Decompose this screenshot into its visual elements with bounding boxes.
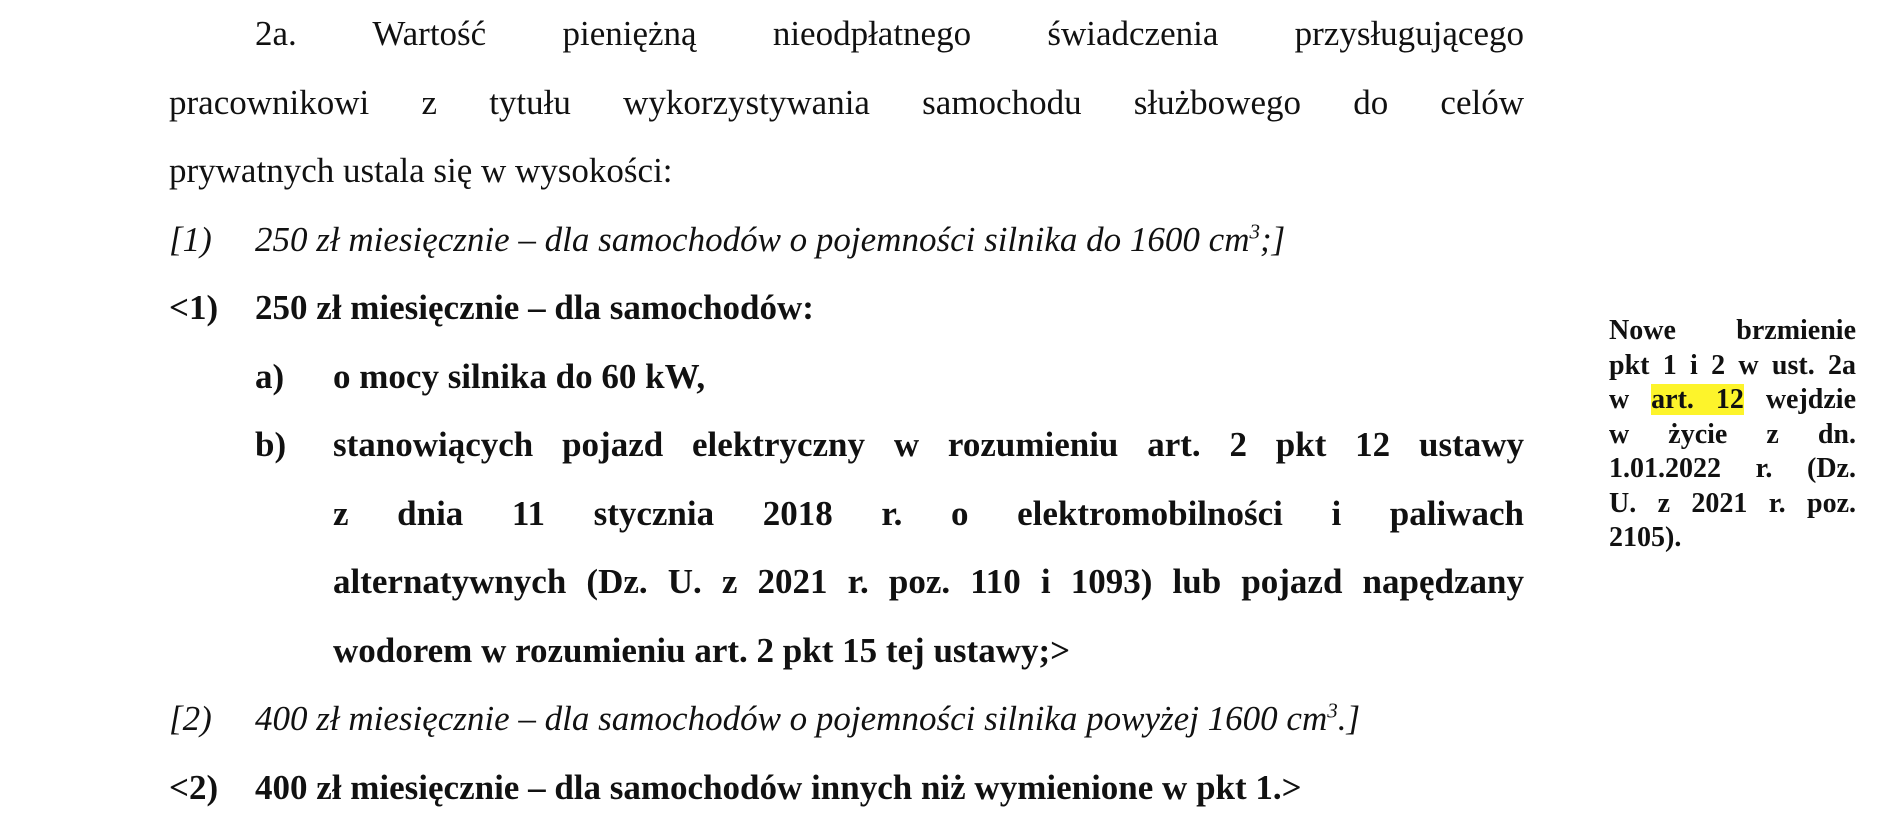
sub-text-line-3: alternatywnych (Dz. U. z 2021 r. poz. 110 i 1093) lub pojazd napędzany <box>333 548 1524 617</box>
item-text-main: 250 zł miesięcznie – dla samochodów o pojemności silnika do 1600 cm <box>255 220 1249 259</box>
item-label: <2) <box>169 754 255 822</box>
item-text-main: 400 zł miesięcznie – dla samochodów o pojemności silnika powyżej 1600 cm <box>255 699 1327 738</box>
note-line-6: U. z 2021 r. poz. <box>1609 487 1856 522</box>
item-label: [2) <box>169 685 255 754</box>
item-1-old <box>169 206 1524 275</box>
sub-text-line-1: stanowiących pojazd elektryczny w rozumieniu art. 2 pkt 12 ustawy <box>333 411 1524 480</box>
note-line-5: 1.01.2022 r. (Dz. <box>1609 452 1856 487</box>
margin-note <box>1609 314 1856 556</box>
sub-text: o mocy silnika do 60 kW, <box>333 343 705 412</box>
note-text: w <box>1609 384 1629 415</box>
note-line-2: pkt 1 i 2 w ust. 2a <box>1609 349 1856 384</box>
note-line-4: w życie z dn. <box>1609 418 1856 453</box>
item-2-old <box>169 685 1524 754</box>
note-line-7: 2105). <box>1609 521 1856 556</box>
document-body <box>169 0 1524 822</box>
sub-label: a) <box>255 343 333 412</box>
note-line-1: Nowe brzmienie <box>1609 314 1856 349</box>
sub-item-a <box>255 343 1524 412</box>
note-line-3 <box>1609 383 1856 418</box>
note-text: wejdzie <box>1766 384 1856 415</box>
item-label: [1) <box>169 206 255 275</box>
item-text: 250 zł miesięcznie – dla samochodów: <box>255 274 814 343</box>
intro-line-3: prywatnych ustala się w wysokości: <box>169 137 1524 206</box>
sub-text-line-4: wodorem w rozumieniu art. 2 pkt 15 tej ustawy;> <box>333 617 1524 686</box>
item-text-tail: ;] <box>1260 220 1285 259</box>
sub-label: b) <box>255 411 333 480</box>
item-text-tail: .] <box>1338 699 1360 738</box>
item-label: <1) <box>169 274 255 343</box>
item-text: 400 zł miesięcznie – dla samochodów innych niż wymienione w pkt 1.> <box>255 754 1302 822</box>
intro-line-1: 2a. Wartość pieniężną nieodpłatnego świadczenia przysługującego <box>169 0 1524 69</box>
item-text <box>255 685 1360 754</box>
intro-line-2: pracownikowi z tytułu wykorzystywania samochodu służbowego do celów <box>169 69 1524 138</box>
sub-text-line-2: z dnia 11 stycznia 2018 r. o elektromobilności i paliwach <box>333 480 1524 549</box>
highlighted-reference: art. 12 <box>1651 384 1744 415</box>
superscript: 3 <box>1327 698 1338 722</box>
sub-item-b <box>255 411 1524 685</box>
item-2-new <box>169 754 1524 822</box>
item-1-new <box>169 274 1524 343</box>
superscript: 3 <box>1249 219 1260 243</box>
item-text <box>255 206 1285 275</box>
